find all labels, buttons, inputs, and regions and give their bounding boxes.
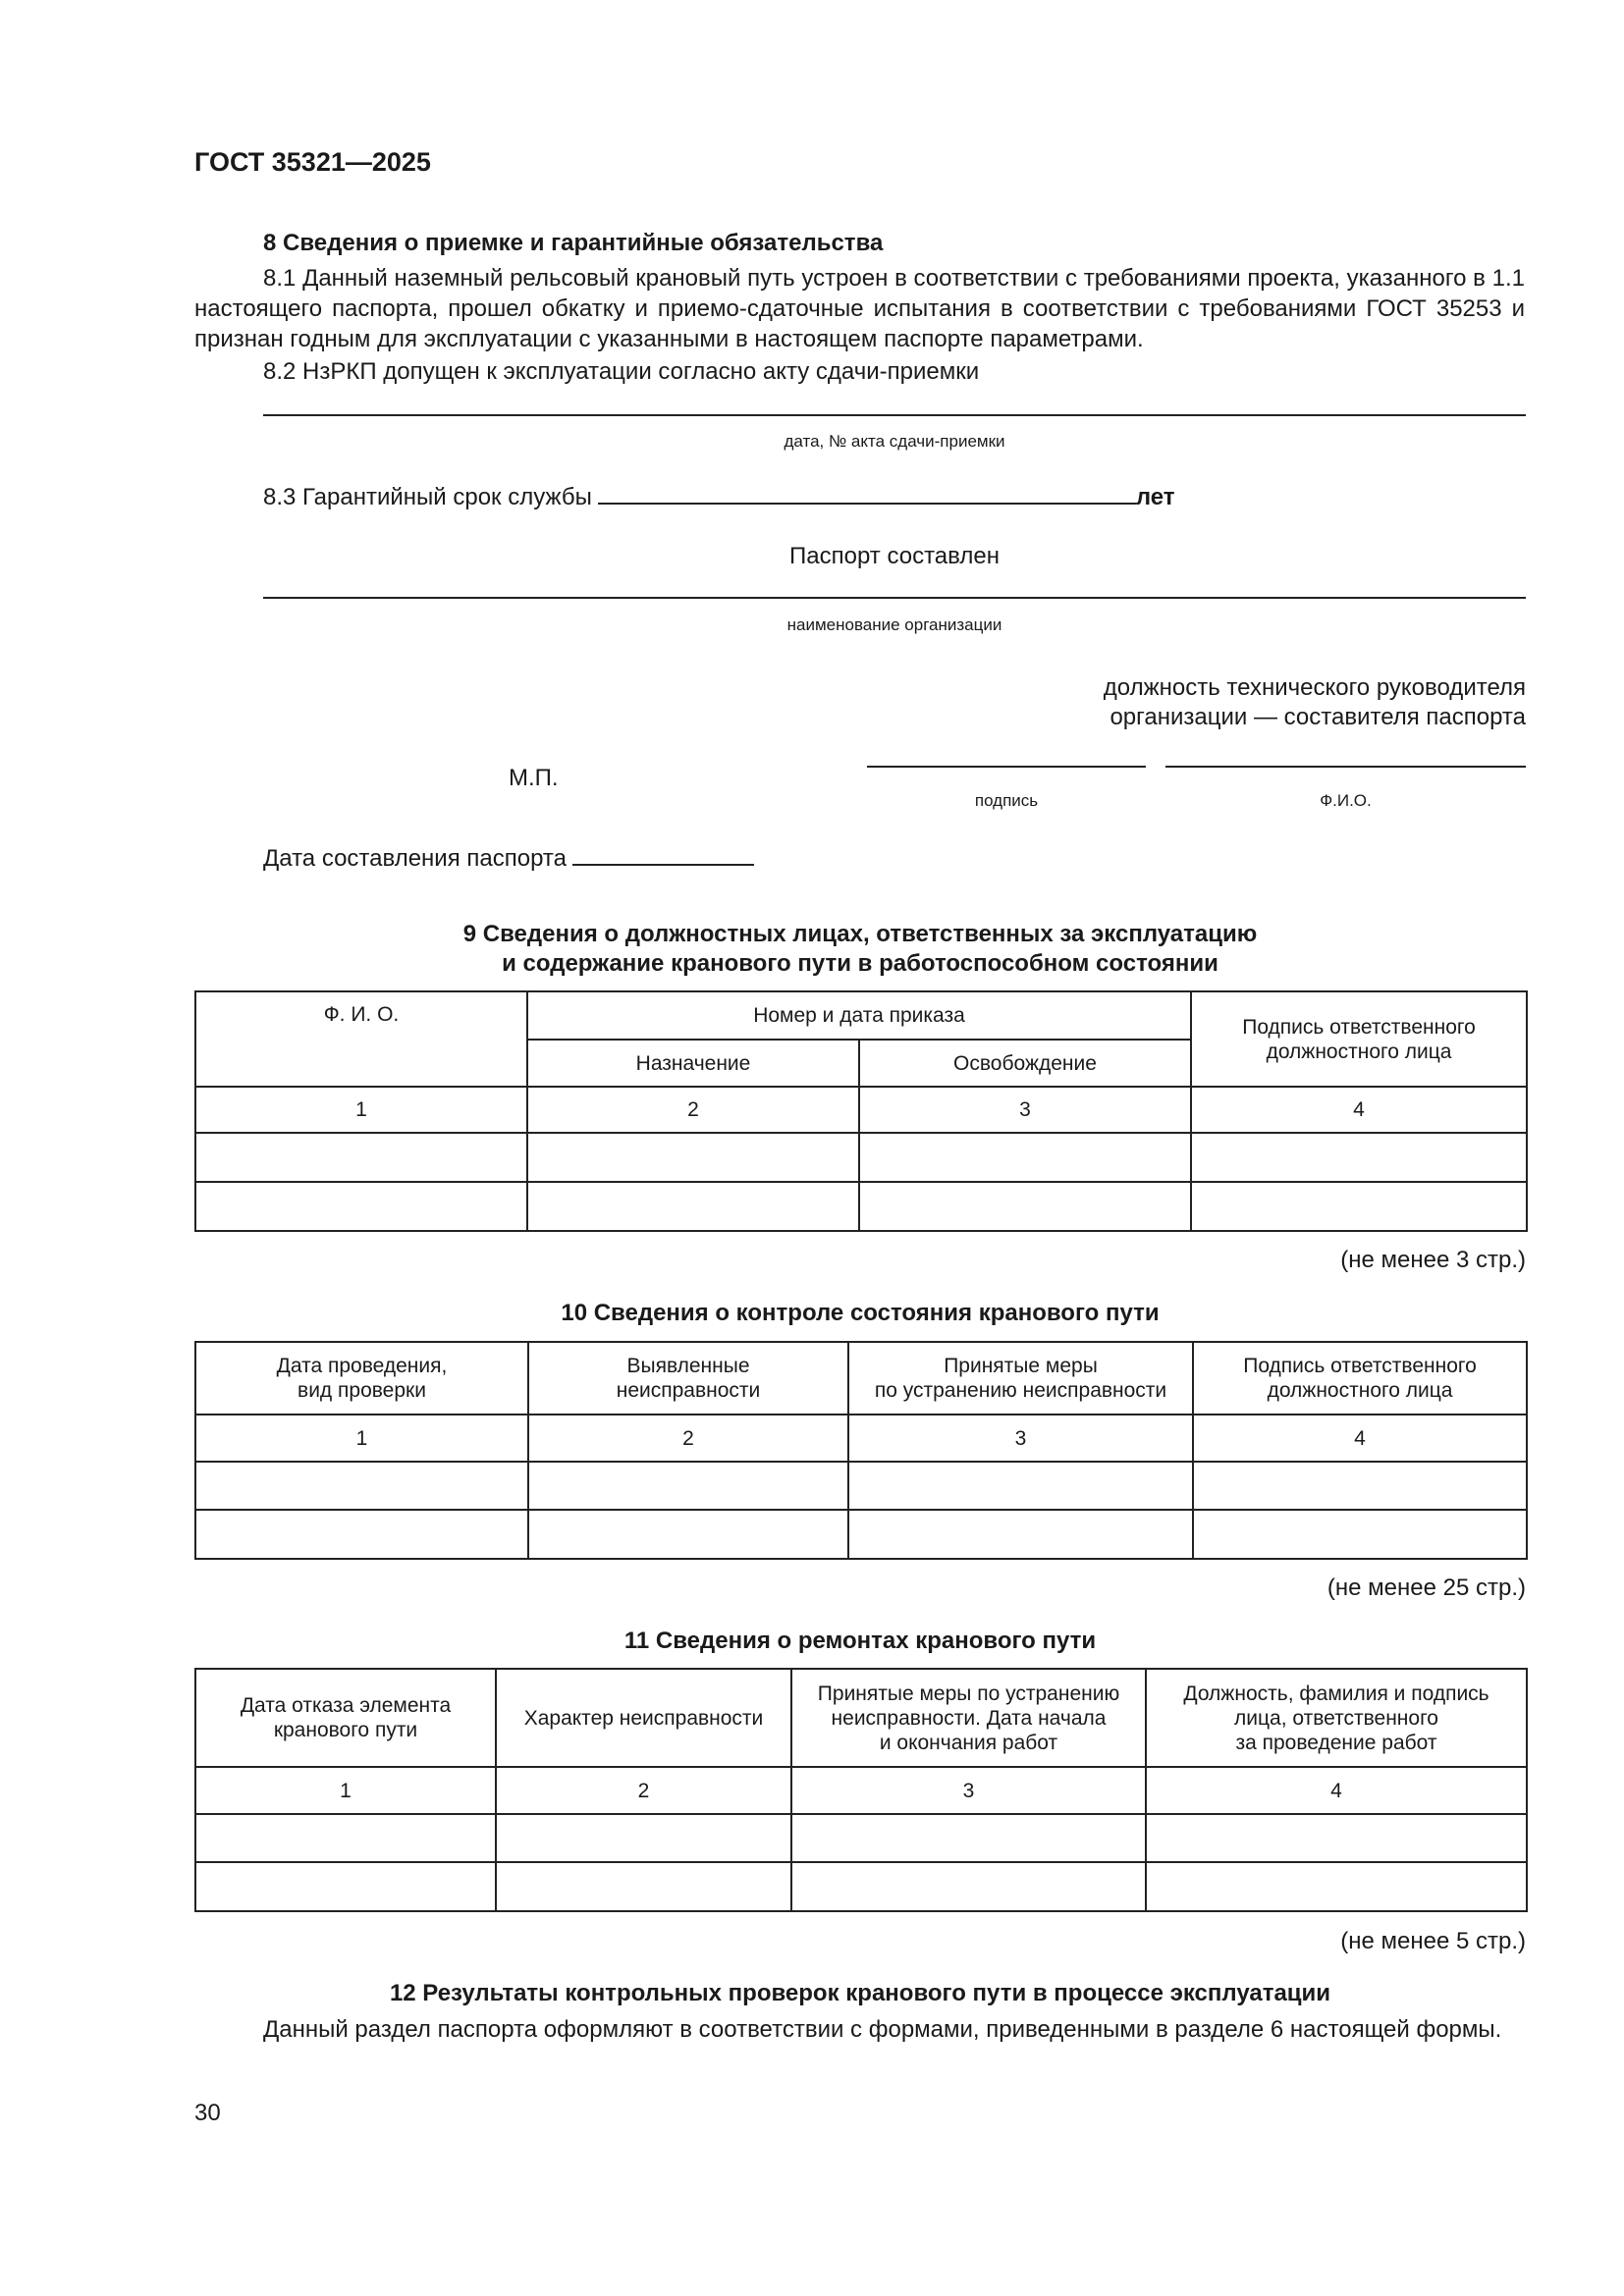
header-failure-date bbox=[195, 1669, 496, 1767]
empty-cell bbox=[496, 1862, 791, 1911]
act-fill-line bbox=[263, 414, 1526, 416]
document-header: ГОСТ 35321—2025 bbox=[194, 147, 431, 177]
signature-caption: подпись bbox=[974, 791, 1039, 810]
repairs-table bbox=[194, 1668, 1528, 1912]
stamp-placeholder: М.П. bbox=[509, 765, 559, 791]
column-number: 4 bbox=[1191, 1087, 1527, 1133]
column-number: 1 bbox=[195, 1767, 496, 1814]
column-number: 3 bbox=[791, 1767, 1146, 1814]
column-number: 2 bbox=[496, 1767, 791, 1814]
empty-cell bbox=[195, 1814, 496, 1862]
header-responsible-line-2: лица, ответственного bbox=[1234, 1706, 1438, 1730]
empty-cell bbox=[496, 1814, 791, 1862]
org-caption: наименование организации bbox=[786, 615, 1002, 634]
header-measures bbox=[848, 1342, 1193, 1415]
header-faults-line-1: Выявленные bbox=[626, 1355, 750, 1377]
section-8-title: 8 Сведения о приемке и гарантийные обязательства bbox=[263, 230, 884, 256]
org-fill-line bbox=[263, 597, 1526, 599]
empty-cell bbox=[1191, 1182, 1527, 1231]
table-row bbox=[195, 1462, 1527, 1510]
header-signature bbox=[1193, 1342, 1527, 1415]
empty-cell bbox=[527, 1133, 859, 1182]
section-8-paragraph-1: 8.1 Данный наземный рельсовый крановый путь устроен в соответствии с требованиями проекта, указанного в 1.1 настоящего паспорта, прошел обкатку и приемо-сдаточные испытания в соответствии с требованиями ГОСТ 35253 и признан годным для эксплуатации с указанными в настоящем паспорте параметрами. bbox=[194, 265, 1525, 352]
header-failure-date-line-2: кранового пути bbox=[273, 1719, 418, 1741]
warranty-fill-line bbox=[598, 479, 1136, 505]
date-row bbox=[263, 840, 754, 874]
header-responsible-line-1: Должность, фамилия и подпись bbox=[1183, 1682, 1489, 1705]
header-failure-date-line-1: Дата отказа элемента bbox=[240, 1694, 452, 1717]
empty-cell bbox=[1193, 1510, 1527, 1559]
header-date-type-line-2: вид проверки bbox=[298, 1379, 426, 1402]
empty-cell bbox=[195, 1862, 496, 1911]
column-number: 4 bbox=[1193, 1415, 1527, 1462]
empty-cell bbox=[1146, 1814, 1527, 1862]
section-8-paragraph-2: 8.2 НзРКП допущен к эксплуатации согласно акту сдачи-приемки bbox=[263, 358, 980, 385]
date-fill-line bbox=[572, 840, 754, 866]
section-9-title-line-1: 9 Сведения о должностных лицах, ответственных за эксплуатацию bbox=[462, 921, 1258, 947]
column-number: 1 bbox=[195, 1415, 528, 1462]
act-caption: дата, № акта сдачи-приемки bbox=[784, 432, 1005, 451]
header-date-type bbox=[195, 1342, 528, 1415]
header-faults-line-2: неисправности bbox=[616, 1379, 761, 1402]
signature-fill-line bbox=[867, 766, 1146, 768]
fio-fill-line bbox=[1165, 766, 1526, 768]
empty-cell bbox=[848, 1510, 1193, 1559]
header-faults bbox=[528, 1342, 848, 1415]
section-10-note: (не менее 25 стр.) bbox=[1326, 1575, 1526, 1601]
empty-cell bbox=[1193, 1462, 1527, 1510]
inspection-table bbox=[194, 1341, 1528, 1560]
header-order: Номер и дата приказа bbox=[527, 991, 1191, 1040]
passport-compiled-label: Паспорт составлен bbox=[789, 543, 1000, 569]
empty-cell bbox=[1146, 1862, 1527, 1911]
header-repair-measures-line-3: и окончания работ bbox=[879, 1731, 1058, 1754]
column-number: 2 bbox=[527, 1087, 859, 1133]
header-measures-line-1: Принятые меры bbox=[944, 1355, 1098, 1377]
position-line-2: организации — составителя паспорта bbox=[1110, 704, 1526, 730]
column-number: 3 bbox=[859, 1087, 1191, 1133]
empty-cell bbox=[791, 1862, 1146, 1911]
header-fio: Ф. И. О. bbox=[195, 991, 527, 1087]
empty-cell bbox=[195, 1182, 527, 1231]
empty-cell bbox=[195, 1462, 528, 1510]
empty-cell bbox=[527, 1182, 859, 1231]
column-number: 4 bbox=[1146, 1767, 1527, 1814]
column-number: 2 bbox=[528, 1415, 848, 1462]
fio-caption: Ф.И.О. bbox=[1320, 791, 1372, 810]
empty-cell bbox=[1191, 1133, 1527, 1182]
section-9-title-line-2: и содержание кранового пути в работоспособном состоянии bbox=[502, 950, 1218, 977]
empty-cell bbox=[195, 1133, 527, 1182]
header-repair-measures-line-2: неисправности. Дата начала bbox=[831, 1706, 1107, 1730]
section-11-note: (не менее 5 стр.) bbox=[1340, 1928, 1526, 1954]
warranty-label: 8.3 Гарантийный срок службы bbox=[263, 484, 592, 510]
officials-table bbox=[194, 990, 1528, 1232]
empty-cell bbox=[528, 1462, 848, 1510]
header-signature-line-1: Подпись ответственного bbox=[1243, 1355, 1477, 1377]
header-measures-line-2: по устранению неисправности bbox=[874, 1379, 1167, 1402]
table-row bbox=[195, 1182, 1527, 1231]
table-row bbox=[195, 1510, 1527, 1559]
empty-cell bbox=[528, 1510, 848, 1559]
header-signature-line-1: Подпись ответственного bbox=[1242, 1015, 1476, 1039]
section-12-paragraph: Данный раздел паспорта оформляют в соответствии с формами, приведенными в разделе 6 настоящей формы. bbox=[263, 2016, 1502, 2043]
warranty-row bbox=[263, 479, 1175, 512]
header-release: Освобождение bbox=[859, 1040, 1191, 1087]
section-9-note: (не менее 3 стр.) bbox=[1340, 1247, 1526, 1273]
header-responsible bbox=[1146, 1669, 1527, 1767]
page-number: 30 bbox=[194, 2100, 221, 2126]
empty-cell bbox=[195, 1510, 528, 1559]
section-12-title: 12 Результаты контрольных проверок кранового пути в процессе эксплуатации bbox=[389, 1980, 1331, 2006]
header-repair-measures bbox=[791, 1669, 1146, 1767]
column-number: 3 bbox=[848, 1415, 1193, 1462]
header-repair-measures-line-1: Принятые меры по устранению bbox=[817, 1682, 1120, 1705]
header-signature-line-2: должностного лица bbox=[1266, 1040, 1452, 1063]
header-signature bbox=[1191, 991, 1527, 1087]
empty-cell bbox=[791, 1814, 1146, 1862]
header-signature-line-2: должностного лица bbox=[1267, 1379, 1453, 1402]
section-11-title: 11 Сведения о ремонтах кранового пути bbox=[623, 1628, 1097, 1654]
empty-cell bbox=[859, 1133, 1191, 1182]
section-10-title: 10 Сведения о контроле состояния кранового пути bbox=[561, 1300, 1160, 1326]
header-responsible-line-3: за проведение работ bbox=[1235, 1731, 1437, 1754]
empty-cell bbox=[859, 1182, 1191, 1231]
date-label: Дата составления паспорта bbox=[263, 845, 567, 872]
header-fault-nature: Характер неисправности bbox=[496, 1669, 791, 1767]
table-row bbox=[195, 1814, 1527, 1862]
table-row bbox=[195, 1133, 1527, 1182]
position-line-1: должность технического руководителя bbox=[1103, 674, 1526, 701]
warranty-unit: лет bbox=[1135, 484, 1175, 510]
header-appointment: Назначение bbox=[527, 1040, 859, 1087]
empty-cell bbox=[848, 1462, 1193, 1510]
column-number: 1 bbox=[195, 1087, 527, 1133]
header-date-type-line-1: Дата проведения, bbox=[276, 1355, 448, 1377]
table-row bbox=[195, 1862, 1527, 1911]
